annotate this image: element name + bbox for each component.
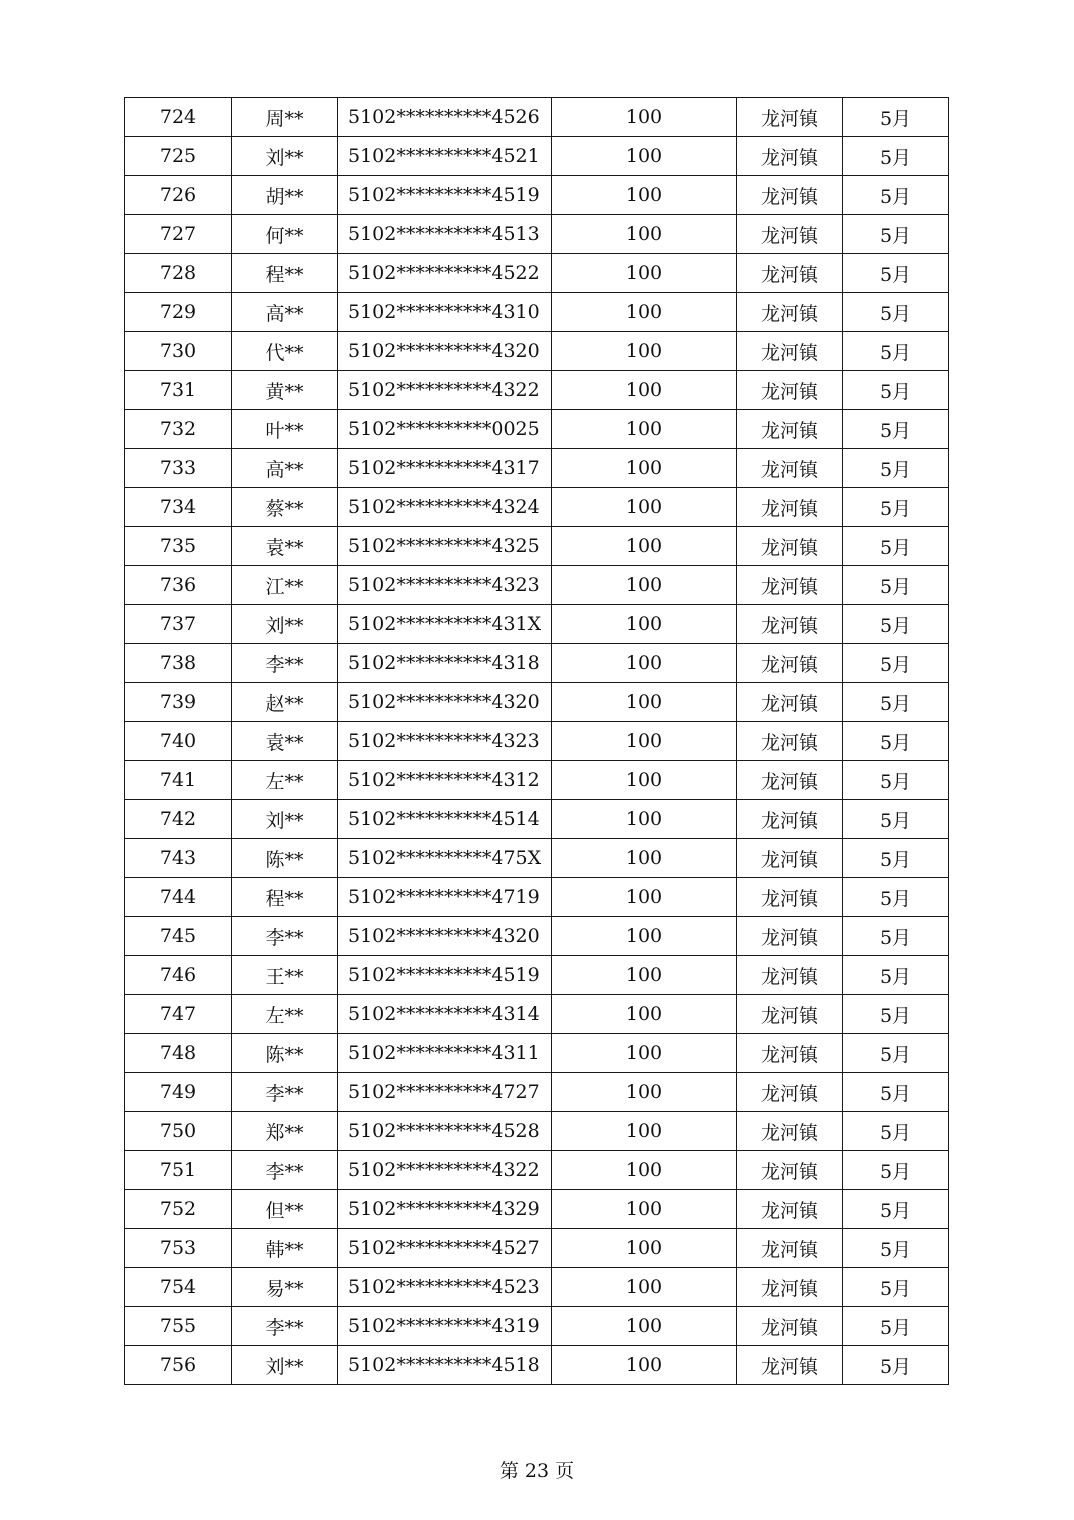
amount-cell: 100 [552, 1268, 737, 1307]
amount-cell: 100 [552, 1112, 737, 1151]
month-cell: 5月 [843, 98, 949, 137]
name-cell: 黄** [232, 371, 338, 410]
id-number-cell: 5102**********4319 [338, 1307, 552, 1346]
town-cell: 龙河镇 [737, 488, 843, 527]
row-number-cell: 732 [125, 410, 232, 449]
table-row [125, 605, 949, 644]
amount-cell: 100 [552, 1307, 737, 1346]
row-number-cell: 734 [125, 488, 232, 527]
row-number-cell: 748 [125, 1034, 232, 1073]
month-cell: 5月 [843, 410, 949, 449]
name-cell: 但** [232, 1190, 338, 1229]
row-number-cell: 726 [125, 176, 232, 215]
month-cell: 5月 [843, 137, 949, 176]
row-number-cell: 755 [125, 1307, 232, 1346]
id-number-cell: 5102**********4311 [338, 1034, 552, 1073]
id-number-cell: 5102**********4518 [338, 1346, 552, 1385]
amount-cell: 100 [552, 566, 737, 605]
row-number-cell: 742 [125, 800, 232, 839]
table-row [125, 488, 949, 527]
row-number-cell: 736 [125, 566, 232, 605]
month-cell: 5月 [843, 566, 949, 605]
table-row [125, 1151, 949, 1190]
id-number-cell: 5102**********4519 [338, 956, 552, 995]
row-number-cell: 735 [125, 527, 232, 566]
amount-cell: 100 [552, 1190, 737, 1229]
month-cell: 5月 [843, 371, 949, 410]
town-cell: 龙河镇 [737, 1073, 843, 1112]
name-cell: 代** [232, 332, 338, 371]
month-cell: 5月 [843, 722, 949, 761]
table-row [125, 761, 949, 800]
table-row [125, 1268, 949, 1307]
month-cell: 5月 [843, 449, 949, 488]
row-number-cell: 745 [125, 917, 232, 956]
row-number-cell: 724 [125, 98, 232, 137]
row-number-cell: 725 [125, 137, 232, 176]
name-cell: 李** [232, 644, 338, 683]
town-cell: 龙河镇 [737, 449, 843, 488]
name-cell: 易** [232, 1268, 338, 1307]
row-number-cell: 731 [125, 371, 232, 410]
table-row [125, 1346, 949, 1385]
id-number-cell: 5102**********4320 [338, 917, 552, 956]
id-number-cell: 5102**********4317 [338, 449, 552, 488]
table-row [125, 1229, 949, 1268]
town-cell: 龙河镇 [737, 566, 843, 605]
town-cell: 龙河镇 [737, 761, 843, 800]
amount-cell: 100 [552, 527, 737, 566]
name-cell: 刘** [232, 137, 338, 176]
name-cell: 李** [232, 1307, 338, 1346]
month-cell: 5月 [843, 527, 949, 566]
month-cell: 5月 [843, 488, 949, 527]
month-cell: 5月 [843, 917, 949, 956]
town-cell: 龙河镇 [737, 1112, 843, 1151]
amount-cell: 100 [552, 995, 737, 1034]
row-number-cell: 727 [125, 215, 232, 254]
name-cell: 王** [232, 956, 338, 995]
table-row [125, 722, 949, 761]
id-number-cell: 5102**********431X [338, 605, 552, 644]
row-number-cell: 754 [125, 1268, 232, 1307]
town-cell: 龙河镇 [737, 176, 843, 215]
town-cell: 龙河镇 [737, 1307, 843, 1346]
name-cell: 刘** [232, 800, 338, 839]
table-row [125, 98, 949, 137]
row-number-cell: 750 [125, 1112, 232, 1151]
amount-cell: 100 [552, 1346, 737, 1385]
name-cell: 陈** [232, 1034, 338, 1073]
id-number-cell: 5102**********4513 [338, 215, 552, 254]
records-table-body [125, 98, 949, 1385]
table-row [125, 956, 949, 995]
name-cell: 高** [232, 293, 338, 332]
table-row [125, 1073, 949, 1112]
name-cell: 左** [232, 995, 338, 1034]
row-number-cell: 749 [125, 1073, 232, 1112]
table-row [125, 176, 949, 215]
table-row [125, 449, 949, 488]
name-cell: 李** [232, 1151, 338, 1190]
amount-cell: 100 [552, 215, 737, 254]
month-cell: 5月 [843, 254, 949, 293]
id-number-cell: 5102**********4324 [338, 488, 552, 527]
name-cell: 蔡** [232, 488, 338, 527]
name-cell: 陈** [232, 839, 338, 878]
month-cell: 5月 [843, 683, 949, 722]
amount-cell: 100 [552, 371, 737, 410]
table-row [125, 800, 949, 839]
town-cell: 龙河镇 [737, 137, 843, 176]
row-number-cell: 747 [125, 995, 232, 1034]
id-number-cell: 5102**********4322 [338, 371, 552, 410]
id-number-cell: 5102**********4527 [338, 1229, 552, 1268]
amount-cell: 100 [552, 1229, 737, 1268]
table-row [125, 995, 949, 1034]
town-cell: 龙河镇 [737, 410, 843, 449]
table-row [125, 254, 949, 293]
amount-cell: 100 [552, 1073, 737, 1112]
month-cell: 5月 [843, 800, 949, 839]
month-cell: 5月 [843, 1346, 949, 1385]
amount-cell: 100 [552, 410, 737, 449]
table-row [125, 839, 949, 878]
month-cell: 5月 [843, 1034, 949, 1073]
id-number-cell: 5102**********4323 [338, 722, 552, 761]
month-cell: 5月 [843, 1073, 949, 1112]
records-table [124, 97, 949, 1385]
month-cell: 5月 [843, 1307, 949, 1346]
id-number-cell: 5102**********4528 [338, 1112, 552, 1151]
name-cell: 韩** [232, 1229, 338, 1268]
amount-cell: 100 [552, 137, 737, 176]
id-number-cell: 5102**********4514 [338, 800, 552, 839]
table-row [125, 1190, 949, 1229]
town-cell: 龙河镇 [737, 878, 843, 917]
id-number-cell: 5102**********4325 [338, 527, 552, 566]
town-cell: 龙河镇 [737, 254, 843, 293]
row-number-cell: 743 [125, 839, 232, 878]
amount-cell: 100 [552, 605, 737, 644]
name-cell: 程** [232, 254, 338, 293]
town-cell: 龙河镇 [737, 917, 843, 956]
month-cell: 5月 [843, 1190, 949, 1229]
month-cell: 5月 [843, 215, 949, 254]
name-cell: 赵** [232, 683, 338, 722]
amount-cell: 100 [552, 1151, 737, 1190]
amount-cell: 100 [552, 761, 737, 800]
town-cell: 龙河镇 [737, 1346, 843, 1385]
month-cell: 5月 [843, 332, 949, 371]
name-cell: 高** [232, 449, 338, 488]
name-cell: 刘** [232, 605, 338, 644]
id-number-cell: 5102**********4521 [338, 137, 552, 176]
row-number-cell: 738 [125, 644, 232, 683]
table-row [125, 1307, 949, 1346]
month-cell: 5月 [843, 839, 949, 878]
amount-cell: 100 [552, 956, 737, 995]
table-row [125, 215, 949, 254]
month-cell: 5月 [843, 761, 949, 800]
name-cell: 刘** [232, 1346, 338, 1385]
amount-cell: 100 [552, 293, 737, 332]
row-number-cell: 751 [125, 1151, 232, 1190]
name-cell: 左** [232, 761, 338, 800]
row-number-cell: 730 [125, 332, 232, 371]
amount-cell: 100 [552, 644, 737, 683]
month-cell: 5月 [843, 1151, 949, 1190]
month-cell: 5月 [843, 878, 949, 917]
id-number-cell: 5102**********4320 [338, 683, 552, 722]
amount-cell: 100 [552, 1034, 737, 1073]
id-number-cell: 5102**********4322 [338, 1151, 552, 1190]
id-number-cell: 5102**********4727 [338, 1073, 552, 1112]
town-cell: 龙河镇 [737, 293, 843, 332]
amount-cell: 100 [552, 722, 737, 761]
amount-cell: 100 [552, 878, 737, 917]
month-cell: 5月 [843, 644, 949, 683]
table-row [125, 527, 949, 566]
name-cell: 袁** [232, 527, 338, 566]
amount-cell: 100 [552, 332, 737, 371]
table-row [125, 683, 949, 722]
row-number-cell: 744 [125, 878, 232, 917]
amount-cell: 100 [552, 449, 737, 488]
month-cell: 5月 [843, 605, 949, 644]
town-cell: 龙河镇 [737, 683, 843, 722]
amount-cell: 100 [552, 800, 737, 839]
month-cell: 5月 [843, 1229, 949, 1268]
table-row [125, 410, 949, 449]
town-cell: 龙河镇 [737, 371, 843, 410]
town-cell: 龙河镇 [737, 839, 843, 878]
row-number-cell: 739 [125, 683, 232, 722]
name-cell: 李** [232, 917, 338, 956]
id-number-cell: 5102**********475X [338, 839, 552, 878]
row-number-cell: 746 [125, 956, 232, 995]
id-number-cell: 5102**********4314 [338, 995, 552, 1034]
amount-cell: 100 [552, 254, 737, 293]
town-cell: 龙河镇 [737, 605, 843, 644]
table-row [125, 293, 949, 332]
name-cell: 程** [232, 878, 338, 917]
town-cell: 龙河镇 [737, 1229, 843, 1268]
id-number-cell: 5102**********4312 [338, 761, 552, 800]
row-number-cell: 740 [125, 722, 232, 761]
town-cell: 龙河镇 [737, 332, 843, 371]
month-cell: 5月 [843, 1268, 949, 1307]
row-number-cell: 733 [125, 449, 232, 488]
row-number-cell: 756 [125, 1346, 232, 1385]
town-cell: 龙河镇 [737, 644, 843, 683]
row-number-cell: 728 [125, 254, 232, 293]
month-cell: 5月 [843, 1112, 949, 1151]
table-row [125, 137, 949, 176]
amount-cell: 100 [552, 683, 737, 722]
table-row [125, 878, 949, 917]
id-number-cell: 5102**********4329 [338, 1190, 552, 1229]
town-cell: 龙河镇 [737, 527, 843, 566]
town-cell: 龙河镇 [737, 1268, 843, 1307]
table-row [125, 917, 949, 956]
table-row [125, 332, 949, 371]
table-row [125, 566, 949, 605]
name-cell: 李** [232, 1073, 338, 1112]
name-cell: 胡** [232, 176, 338, 215]
name-cell: 叶** [232, 410, 338, 449]
town-cell: 龙河镇 [737, 1034, 843, 1073]
id-number-cell: 5102**********0025 [338, 410, 552, 449]
name-cell: 郑** [232, 1112, 338, 1151]
town-cell: 龙河镇 [737, 800, 843, 839]
town-cell: 龙河镇 [737, 1190, 843, 1229]
town-cell: 龙河镇 [737, 956, 843, 995]
table-row [125, 1112, 949, 1151]
id-number-cell: 5102**********4526 [338, 98, 552, 137]
row-number-cell: 752 [125, 1190, 232, 1229]
name-cell: 江** [232, 566, 338, 605]
month-cell: 5月 [843, 995, 949, 1034]
town-cell: 龙河镇 [737, 995, 843, 1034]
id-number-cell: 5102**********4323 [338, 566, 552, 605]
id-number-cell: 5102**********4719 [338, 878, 552, 917]
page-number: 第 23 页 [499, 1460, 575, 1482]
name-cell: 袁** [232, 722, 338, 761]
amount-cell: 100 [552, 917, 737, 956]
row-number-cell: 741 [125, 761, 232, 800]
name-cell: 何** [232, 215, 338, 254]
table-row [125, 1034, 949, 1073]
town-cell: 龙河镇 [737, 1151, 843, 1190]
town-cell: 龙河镇 [737, 215, 843, 254]
id-number-cell: 5102**********4522 [338, 254, 552, 293]
amount-cell: 100 [552, 839, 737, 878]
id-number-cell: 5102**********4320 [338, 332, 552, 371]
row-number-cell: 753 [125, 1229, 232, 1268]
month-cell: 5月 [843, 956, 949, 995]
row-number-cell: 729 [125, 293, 232, 332]
id-number-cell: 5102**********4310 [338, 293, 552, 332]
amount-cell: 100 [552, 98, 737, 137]
name-cell: 周** [232, 98, 338, 137]
month-cell: 5月 [843, 293, 949, 332]
town-cell: 龙河镇 [737, 98, 843, 137]
id-number-cell: 5102**********4318 [338, 644, 552, 683]
town-cell: 龙河镇 [737, 722, 843, 761]
table-row [125, 371, 949, 410]
amount-cell: 100 [552, 488, 737, 527]
row-number-cell: 737 [125, 605, 232, 644]
table-row [125, 644, 949, 683]
id-number-cell: 5102**********4523 [338, 1268, 552, 1307]
amount-cell: 100 [552, 176, 737, 215]
id-number-cell: 5102**********4519 [338, 176, 552, 215]
month-cell: 5月 [843, 176, 949, 215]
